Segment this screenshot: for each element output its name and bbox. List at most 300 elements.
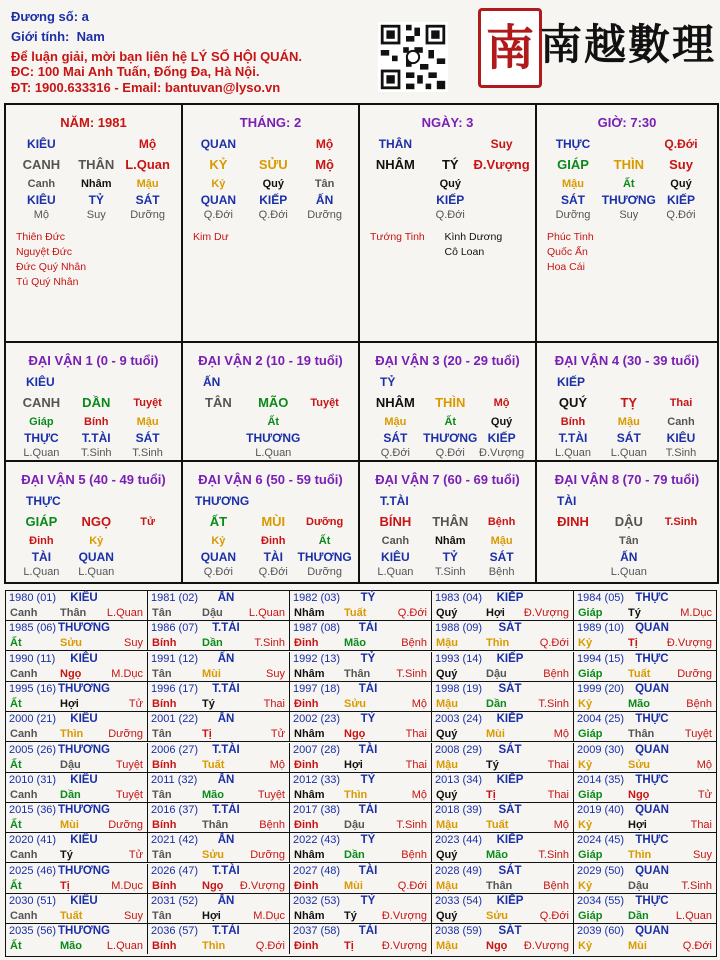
- year-chi: Thân: [486, 879, 513, 892]
- dai-van-v-cell: T.Sinh: [80, 447, 112, 459]
- year-cell: [574, 652, 716, 682]
- dai-van-can: CANH: [22, 395, 61, 410]
- year-can: Giáp: [578, 607, 603, 619]
- dai-van-god: ẤN: [203, 375, 221, 389]
- dai-van-can: BÍNH: [379, 514, 412, 529]
- year-chi: Tuất: [60, 910, 83, 922]
- year-label: 2005 (26): [9, 743, 57, 756]
- dai-van-g-cell: THỰC: [24, 431, 59, 445]
- year-can: Bính: [152, 637, 177, 650]
- dai-van-status: Mộ: [493, 397, 510, 409]
- year-god: KIẾP: [496, 652, 524, 665]
- year-status: Q.Đới: [682, 940, 712, 953]
- dai-van-title: ĐẠI VẬN 1 (0 - 9 tuổi): [28, 353, 159, 368]
- dai-van-can: ĐINH: [557, 514, 589, 529]
- year-god: QUAN: [635, 864, 669, 877]
- year-god: ẤN: [217, 592, 235, 604]
- year-can: Mậu: [436, 819, 458, 832]
- dai-van-can: QUÝ: [558, 395, 588, 410]
- header: [0, 0, 720, 100]
- year-god: KIÊU: [70, 652, 98, 665]
- year-god: QUAN: [635, 743, 669, 756]
- year-cell: [432, 591, 574, 621]
- star-list: [445, 230, 503, 260]
- dai-van-v-cell: Q.Đới: [203, 566, 233, 578]
- year-chi: Tý: [344, 910, 357, 922]
- year-chi: Tý: [628, 607, 641, 619]
- pillar-r1-cell: Q.Đới: [664, 137, 698, 151]
- dai-van-h-cell: Ất: [267, 416, 280, 428]
- year-cell: [574, 591, 716, 621]
- dai-van-title: ĐẠI VẬN 3 (20 - 29 tuổi): [375, 353, 520, 368]
- year-can: Đinh: [294, 940, 319, 953]
- year-god: THƯƠNG: [58, 682, 110, 695]
- dai-van-g-cell: SÁT: [383, 431, 408, 445]
- year-god: ẤN: [217, 652, 235, 665]
- dai-van-status: Tuyệt: [133, 397, 162, 409]
- year-label: 2017 (38): [293, 804, 341, 817]
- year-cell: [432, 652, 574, 682]
- year-chi: Dần: [344, 849, 365, 862]
- year-chi: Sửu: [628, 758, 651, 771]
- year-can: Kỷ: [578, 637, 593, 650]
- year-status: Q.Đới: [255, 940, 285, 953]
- year-label: 2009 (30): [577, 743, 625, 756]
- year-status: Dưỡng: [250, 849, 285, 862]
- year-can: Bính: [152, 697, 177, 710]
- year-label: 1998 (19): [435, 682, 483, 695]
- year-status: Tử: [270, 728, 285, 741]
- year-status: Tử: [128, 849, 143, 862]
- dai-van-8: [537, 462, 717, 582]
- year-chi: Sửu: [202, 849, 225, 862]
- year-chi: Dậu: [628, 879, 649, 892]
- year-cell: [574, 924, 716, 954]
- year-chi: Mão: [202, 788, 224, 801]
- dai-van-g-cell: THƯƠNG: [297, 550, 352, 564]
- year-god: TỶ: [360, 713, 376, 726]
- year-can: Quý: [436, 607, 458, 619]
- year-label: 1983 (04): [435, 592, 483, 604]
- year-can: Tân: [152, 910, 172, 922]
- year-label: 2021 (42): [151, 834, 199, 847]
- year-god: THƯƠNG: [58, 925, 110, 938]
- year-label: 2028 (49): [435, 864, 483, 877]
- year-cell: [148, 682, 290, 712]
- year-chi: Hợi: [344, 758, 363, 771]
- year-can: Nhâm: [294, 788, 325, 801]
- star-item: Tú Quý Nhân: [16, 276, 79, 288]
- year-can: Bính: [152, 758, 177, 771]
- pillar-r1-cell: QUAN: [200, 137, 237, 151]
- year-cell: [148, 894, 290, 924]
- seal-logo: [478, 8, 542, 88]
- year-god: T.TÀI: [212, 682, 240, 695]
- dai-van-chi: NGỌ: [81, 514, 112, 529]
- year-chi: Thân: [202, 819, 229, 832]
- year-god: THỰC: [635, 652, 669, 665]
- year-status: Thai: [547, 758, 569, 771]
- dai-van-g-cell: TỶ: [442, 550, 458, 564]
- pillar-r4-cell: QUAN: [200, 193, 237, 207]
- year-chi: Ngọ: [628, 788, 650, 801]
- dien-thoai[interactable]: ĐT: 1900.633316 - Email: bantuvan@lyso.vn: [11, 80, 281, 95]
- pillar-r3-cell: Tân: [314, 178, 335, 190]
- year-god: SÁT: [498, 864, 522, 877]
- dai-van-chi: MÃO: [258, 395, 289, 410]
- pillar-r4-cell: KIẾP: [436, 193, 465, 207]
- year-label: 2016 (37): [151, 804, 199, 817]
- year-status: Suy: [124, 637, 143, 650]
- year-can: Giáp: [578, 667, 603, 680]
- year-chi: Tị: [628, 637, 638, 650]
- year-chi: Hợi: [202, 910, 221, 922]
- year-cell: [148, 833, 290, 863]
- year-chi: Tý: [60, 849, 73, 862]
- pillar-r3-cell: Quý: [670, 178, 692, 190]
- dai-van-h-cell: Kỷ: [89, 535, 104, 547]
- pillar-r3-cell: Nhâm: [80, 178, 112, 190]
- year-chi: Mùi: [628, 940, 647, 953]
- dai-van-can: GIÁP: [25, 514, 58, 529]
- pillar-2: [183, 105, 360, 343]
- year-god: THƯƠNG: [58, 864, 110, 877]
- year-status: Đ.Vượng: [666, 637, 712, 650]
- year-god: TỶ: [360, 592, 376, 604]
- dai-van-g-cell: THƯƠNG: [246, 431, 301, 445]
- year-can: Canh: [10, 607, 38, 619]
- pillar-r5-cell: Dưỡng: [555, 209, 591, 221]
- dai-van-4: [537, 343, 717, 462]
- pillar-r3-cell: Mậu: [562, 178, 584, 190]
- year-chi: Tý: [486, 758, 499, 771]
- pillar-r4-cell: KIẾP: [666, 193, 696, 207]
- pillar-r3-cell: Kỷ: [211, 178, 226, 190]
- year-label: 2001 (22): [151, 713, 199, 726]
- year-can: Kỷ: [578, 697, 593, 710]
- year-label: 2026 (47): [151, 864, 199, 877]
- pillar-r5-cell: Q.Đới: [258, 209, 288, 221]
- year-cell: [432, 621, 574, 651]
- year-label: 2008 (29): [435, 743, 483, 756]
- dai-van-title: ĐẠI VẬN 2 (10 - 19 tuổi): [198, 353, 343, 368]
- pillar-r1-cell: THÂN: [378, 137, 413, 151]
- dai-van-god: KIẾP: [557, 375, 586, 389]
- year-chi: Sửu: [486, 910, 509, 922]
- year-god: KIẾP: [496, 834, 524, 847]
- pillar-r1-cell: KIÊU: [27, 137, 56, 151]
- year-cell: [6, 743, 148, 773]
- pillar-r4-cell: TỶ: [88, 193, 104, 207]
- pillar-r5-cell: Mộ: [33, 209, 50, 221]
- dai-van-v-cell: L.Quan: [78, 566, 115, 578]
- year-can: Quý: [436, 728, 458, 741]
- brand-title: 南越數理: [540, 20, 717, 69]
- dai-van-g-cell: SÁT: [616, 431, 641, 445]
- year-can: Mậu: [436, 637, 458, 650]
- year-can: Bính: [152, 879, 177, 892]
- year-cell: [574, 833, 716, 863]
- year-label: 2025 (46): [9, 864, 57, 877]
- year-status: T.Sinh: [396, 819, 427, 832]
- year-cell: [574, 712, 716, 742]
- year-label: 1985 (06): [9, 622, 57, 635]
- pillar-title: THÁNG: 2: [239, 115, 302, 130]
- year-status: Suy: [124, 910, 143, 922]
- year-chi: Ngọ: [202, 879, 224, 892]
- star-item: Kim Dư: [193, 231, 229, 243]
- year-status: M.Dục: [680, 607, 712, 619]
- pillar-r2-cell: TÝ: [441, 157, 459, 172]
- year-label: 2020 (41): [9, 834, 57, 847]
- year-can: Tân: [152, 607, 172, 619]
- pillar-r3-cell: Ất: [622, 178, 635, 190]
- dai-van-v-cell: L.Quan: [23, 566, 60, 578]
- dai-van-chi: DẦN: [82, 395, 111, 410]
- year-cell: [432, 773, 574, 803]
- year-cell: [432, 803, 574, 833]
- year-status: L.Quan: [248, 607, 285, 619]
- dai-van-v-cell: Dưỡng: [307, 566, 342, 578]
- pillar-r5-cell: Dưỡng: [307, 209, 342, 221]
- year-label: 1980 (01): [9, 592, 57, 604]
- dai-van-v-cell: Bệnh: [488, 566, 515, 578]
- year-can: Bính: [152, 819, 177, 832]
- year-status: T.Sinh: [396, 667, 427, 680]
- year-status: Bệnh: [401, 849, 427, 862]
- star-item: Đức Quý Nhân: [16, 261, 87, 273]
- pillar-title: NĂM: 1981: [60, 115, 127, 130]
- dai-van-god: T.TÀI: [380, 494, 409, 508]
- dai-van-g-cell: KIẾP: [487, 431, 516, 445]
- year-label: 2038 (59): [435, 925, 483, 938]
- year-label: 1987 (08): [293, 622, 341, 635]
- dai-van-v-cell: T.Sinh: [132, 447, 163, 459]
- year-cell: [6, 924, 148, 954]
- dai-van-h-cell: Mậu: [617, 416, 640, 428]
- year-can: Canh: [10, 788, 38, 801]
- year-chi: Dần: [60, 788, 81, 801]
- year-status: T.Sinh: [254, 637, 285, 650]
- year-cell: [6, 591, 148, 621]
- year-cell: [6, 803, 148, 833]
- year-label: 2000 (21): [9, 713, 57, 726]
- dai-van-v-cell: L.Quan: [554, 447, 592, 459]
- year-label: 2014 (35): [577, 773, 625, 786]
- year-cell: [290, 712, 432, 742]
- year-god: KIÊU: [70, 592, 98, 604]
- pillar-r2-cell: NHÂM: [375, 157, 415, 172]
- year-god: SÁT: [498, 622, 522, 635]
- year-cell: [148, 803, 290, 833]
- dai-van-title: ĐẠI VẬN 5 (40 - 49 tuổi): [21, 472, 166, 487]
- year-god: QUAN: [635, 622, 669, 635]
- year-can: Tân: [152, 728, 172, 741]
- year-label: 2019 (40): [577, 804, 625, 817]
- dai-van-title: ĐẠI VẬN 8 (70 - 79 tuổi): [554, 472, 700, 487]
- year-can: Nhâm: [294, 607, 325, 619]
- year-god: THƯƠNG: [58, 622, 110, 635]
- year-god: QUAN: [635, 682, 669, 695]
- year-can: Mậu: [436, 940, 458, 953]
- dai-van-h-cell: Mậu: [490, 535, 513, 547]
- year-status: Tử: [697, 788, 712, 801]
- dai-van-1: [6, 343, 183, 462]
- year-cell: [6, 621, 148, 651]
- year-chi: Mùi: [486, 728, 505, 741]
- year-chi: Tuất: [344, 607, 367, 619]
- year-status: Tuyệt: [684, 728, 712, 741]
- year-god: TÀI: [358, 864, 378, 877]
- year-god: T.TÀI: [212, 864, 240, 877]
- pillar-r2-cell: CANH: [22, 157, 61, 172]
- year-can: Kỷ: [578, 758, 593, 771]
- dai-van-h-cell: Mậu: [384, 416, 407, 428]
- star-list: [547, 230, 594, 275]
- year-god: T.TÀI: [212, 622, 240, 635]
- dai-van-g-cell: QUAN: [200, 550, 237, 564]
- year-god: KIẾP: [496, 773, 524, 786]
- dai-van-h-cell: Giáp: [29, 416, 54, 428]
- year-label: 1991 (12): [151, 652, 199, 665]
- year-god: THỰC: [635, 713, 669, 726]
- year-status: Bệnh: [543, 667, 569, 680]
- dai-van-h-cell: Bính: [84, 416, 109, 428]
- year-status: T.Sinh: [681, 879, 712, 892]
- year-status: Bệnh: [543, 879, 569, 892]
- year-chi: Thìn: [628, 849, 652, 862]
- year-label: 2002 (23): [293, 713, 341, 726]
- year-cell: [432, 682, 574, 712]
- year-chi: Dậu: [486, 667, 507, 680]
- year-label: 2030 (51): [9, 895, 57, 907]
- year-label: 2036 (57): [151, 925, 199, 938]
- dai-van-status: Dưỡng: [306, 516, 344, 528]
- year-can: Bính: [152, 940, 177, 953]
- year-can: Kỷ: [578, 819, 593, 832]
- year-cell: [148, 621, 290, 651]
- year-cell: [148, 773, 290, 803]
- dai-van-h-cell: Tân: [619, 535, 639, 547]
- year-god: THƯƠNG: [58, 804, 110, 817]
- year-god: KIẾP: [496, 713, 524, 726]
- dai-van-h-cell: Kỷ: [211, 535, 226, 547]
- pillar-title: NGÀY: 3: [421, 115, 474, 130]
- dai-van-h-cell: Nhâm: [434, 535, 466, 547]
- year-chi: Mùi: [202, 667, 221, 680]
- pillar-r3-cell: Quý: [262, 178, 284, 190]
- year-cell: [432, 712, 574, 742]
- dai-van-can: TÂN: [205, 395, 232, 410]
- year-chi: Dần: [202, 637, 223, 650]
- year-can: Ất: [10, 819, 22, 832]
- pillar-r2-cell: SỬU: [258, 157, 288, 172]
- year-status: Mộ: [411, 788, 427, 801]
- year-label: 2037 (58): [293, 925, 341, 938]
- dai-van-h-cell: Quý: [490, 416, 513, 428]
- dai-van-status: Thai: [669, 397, 693, 409]
- dai-van-h-cell: Ất: [318, 535, 331, 547]
- year-can: Ất: [10, 697, 22, 710]
- year-god: TÀI: [358, 682, 378, 695]
- year-label: 1996 (17): [151, 682, 199, 695]
- year-cell: [290, 894, 432, 924]
- year-label: 1982 (03): [293, 592, 341, 604]
- year-cell: [148, 743, 290, 773]
- year-can: Đinh: [294, 758, 319, 771]
- dai-van-god: KIÊU: [26, 375, 55, 389]
- year-cell: [6, 894, 148, 924]
- pillar-r1-cell: Mộ: [138, 137, 157, 151]
- year-god: SÁT: [498, 804, 522, 817]
- dai-van-chi: DẬU: [614, 514, 643, 529]
- year-status: L.Quan: [106, 607, 143, 619]
- lien-he: Để luận giải, mời bạn liên hệ LÝ SỐ HỘI QUÁN.: [11, 49, 302, 64]
- year-status: Đ.Vượng: [239, 879, 285, 892]
- year-can: Đinh: [294, 697, 319, 710]
- dai-van-status: Bệnh: [487, 516, 516, 528]
- year-label: 2011 (32): [151, 773, 198, 786]
- year-can: Mậu: [436, 758, 458, 771]
- pillar-r2-cell: Mộ: [315, 157, 334, 172]
- year-cell: [574, 803, 716, 833]
- year-chi: Mão: [344, 637, 366, 650]
- year-cell: [290, 591, 432, 621]
- year-label: 1995 (16): [9, 682, 57, 695]
- year-cell: [574, 743, 716, 773]
- year-label: 2029 (50): [577, 864, 625, 877]
- dai-van-v-cell: Q.Đới: [258, 566, 288, 578]
- year-chi: Tị: [344, 940, 354, 953]
- pillar-r4-cell: SÁT: [135, 193, 160, 207]
- pillar-title: GIỜ: 7:30: [597, 115, 657, 130]
- pillar-r1-cell: Mộ: [315, 137, 334, 151]
- year-god: KIÊU: [70, 713, 98, 726]
- dai-van-3: [360, 343, 537, 462]
- year-can: Quý: [436, 910, 458, 922]
- dai-van-god: THỰC: [26, 494, 61, 508]
- seal-char: 南: [485, 20, 534, 76]
- year-status: Q.Đới: [397, 879, 427, 892]
- year-status: Bệnh: [686, 697, 712, 710]
- pillar-r4-cell: KIÊU: [27, 193, 56, 207]
- star-item: Phúc Tinh: [547, 231, 594, 243]
- year-status: Bệnh: [401, 637, 427, 650]
- year-god: SÁT: [498, 682, 522, 695]
- year-chi: Mùi: [60, 819, 79, 832]
- year-label: 2035 (56): [9, 925, 57, 938]
- star-item: Nguyệt Đức: [16, 246, 73, 258]
- year-chi: Ngọ: [60, 667, 82, 680]
- year-label: 2032 (53): [293, 895, 341, 907]
- qr-code-icon[interactable]: [378, 22, 448, 92]
- year-chi: Mùi: [344, 879, 363, 892]
- dai-van-chi: MÙI: [261, 514, 286, 529]
- year-status: Thai: [690, 819, 712, 832]
- dai-van-g-cell: KIÊU: [666, 431, 696, 445]
- year-status: Thai: [405, 758, 427, 771]
- star-list: [193, 230, 229, 245]
- year-status: Thai: [405, 728, 427, 741]
- year-status: Dưỡng: [108, 819, 143, 832]
- year-can: Tân: [152, 849, 172, 862]
- year-cell: [148, 652, 290, 682]
- year-chi: Dần: [486, 697, 507, 710]
- pillar-r4-cell: KIẾP: [259, 193, 288, 207]
- year-cell: [574, 621, 716, 651]
- year-god: T.TÀI: [212, 925, 240, 938]
- year-status: Tuyệt: [115, 758, 143, 771]
